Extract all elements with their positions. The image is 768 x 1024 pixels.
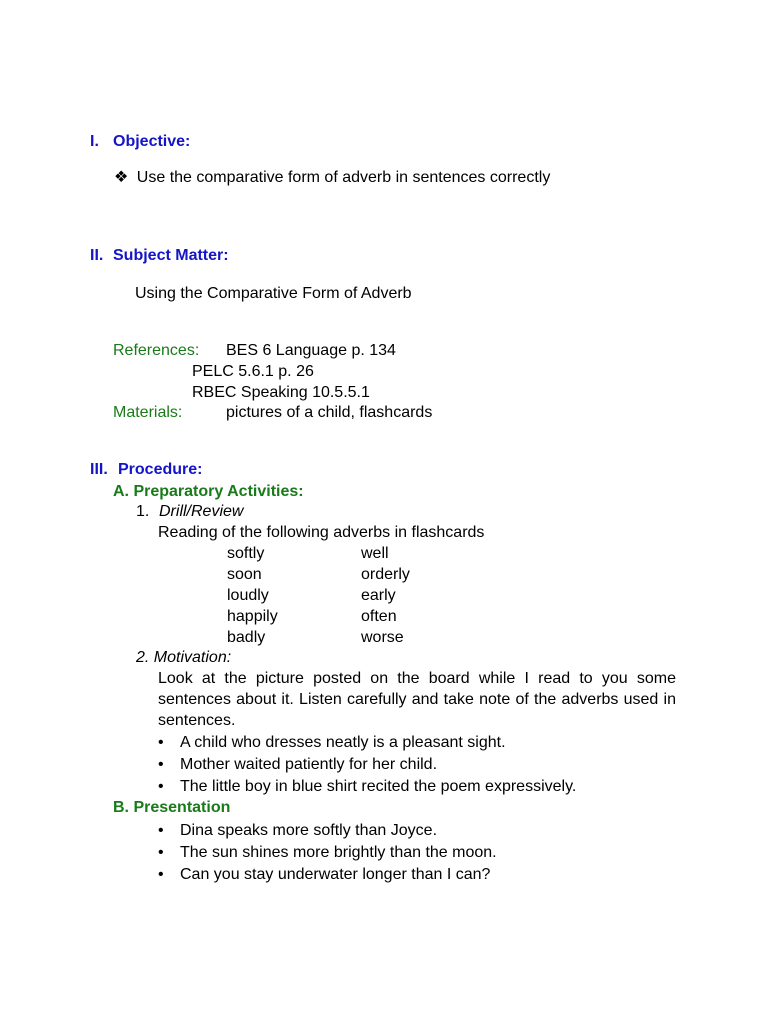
drill-number: 1.: [136, 503, 150, 520]
bullet-icon: •: [158, 822, 164, 839]
motivation-title: 2. Motivation:: [136, 649, 232, 666]
adverb-word: early: [361, 587, 396, 604]
materials-label: Materials:: [113, 404, 183, 421]
objective-item: [114, 168, 550, 188]
subject-matter-numeral: II.: [90, 247, 104, 264]
list-item: • Dina speaks more softly than Joyce.: [158, 822, 438, 839]
list-item: • Mother waited patiently for her child.: [158, 756, 438, 773]
bullet-icon: •: [158, 756, 164, 773]
procedure-numeral: III.: [90, 461, 108, 478]
diamond-bullet-icon: ❖: [114, 169, 129, 186]
bullet-icon: •: [158, 844, 164, 861]
adverb-word: often: [361, 608, 397, 625]
materials-value: pictures of a child, flashcards: [226, 404, 433, 421]
adverb-word: soon: [227, 566, 262, 583]
adverb-word: badly: [227, 629, 266, 646]
list-item: • A child who dresses neatly is a pleasant sight.: [158, 734, 506, 751]
adverb-word: well: [361, 545, 389, 562]
reference-item: BES 6 Language p. 134: [226, 342, 396, 359]
section-b-heading: B. Presentation: [113, 799, 231, 816]
objective-heading: Objective:: [113, 133, 191, 150]
adverb-word: worse: [361, 629, 404, 646]
list-item: • The sun shines more brightly than the moon.: [158, 844, 497, 861]
bullet-icon: •: [158, 866, 164, 883]
references-label: References:: [113, 342, 200, 359]
procedure-heading: Procedure:: [118, 461, 203, 478]
objective-numeral: I.: [90, 133, 99, 150]
reference-item: RBEC Speaking 10.5.5.1: [192, 384, 370, 401]
adverb-word: orderly: [361, 566, 410, 583]
list-item: • The little boy in blue shirt recited the poem expressively.: [158, 778, 577, 795]
list-item: • Can you stay underwater longer than I can?: [158, 866, 491, 883]
subject-matter-heading: Subject Matter:: [113, 247, 229, 264]
adverb-word: loudly: [227, 587, 269, 604]
drill-title: Drill/Review: [159, 503, 244, 520]
section-a-heading: A. Preparatory Activities:: [113, 483, 304, 500]
motivation-paragraph: Look at the picture posted on the board while I read to you some sentences about it. Listen carefully and take note of the adverbs used in sentences.: [158, 670, 676, 729]
adverb-word: happily: [227, 608, 278, 625]
adverb-word: softly: [227, 545, 265, 562]
bullet-icon: •: [158, 778, 164, 795]
drill-intro: Reading of the following adverbs in flashcards: [158, 524, 485, 541]
subject-topic: Using the Comparative Form of Adverb: [135, 285, 412, 302]
objective-text: Use the comparative form of adverb in sentences correctly: [136, 169, 551, 186]
reference-item: PELC 5.6.1 p. 26: [192, 363, 314, 380]
bullet-icon: •: [158, 734, 164, 751]
